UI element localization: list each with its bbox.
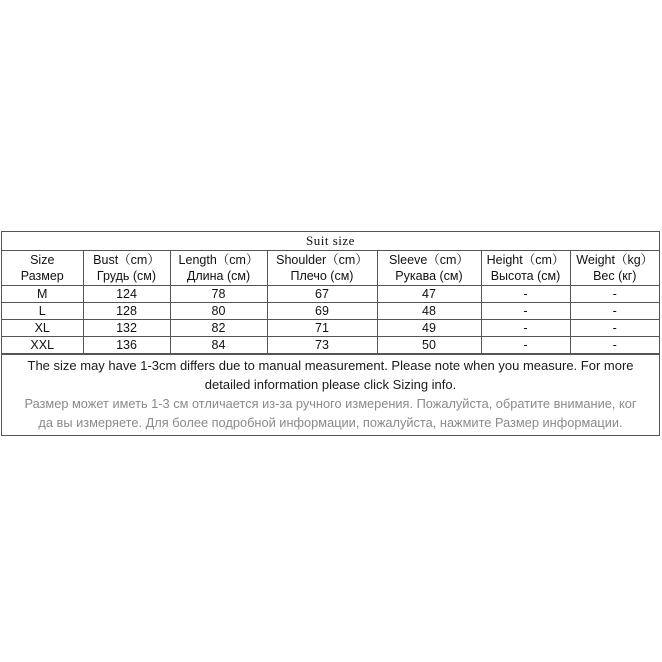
header-height-ru: Высота (см)	[490, 269, 561, 283]
cell-length: 82	[170, 320, 267, 337]
header-length	[170, 251, 267, 286]
cell-weight: -	[570, 286, 659, 303]
header-sleeve-ru: Рукава (см)	[395, 269, 463, 283]
size-chart	[1, 231, 660, 436]
header-height-en: Height（cm）	[486, 253, 565, 267]
cell-bust: 128	[83, 303, 170, 320]
cell-size: XXL	[2, 337, 83, 354]
table-row	[2, 286, 659, 303]
table-row	[2, 303, 659, 320]
cell-length: 80	[170, 303, 267, 320]
cell-weight: -	[570, 320, 659, 337]
cell-shoulder: 71	[267, 320, 377, 337]
header-sleeve	[377, 251, 481, 286]
header-shoulder-ru: Плечо (см)	[290, 269, 354, 283]
header-bust-en: Bust（cm）	[93, 253, 160, 267]
header-row	[2, 251, 659, 286]
note-english: The size may have 1-3cm differs due to manual measurement. Please note when you measure. For more detailed information please click Sizing info.	[27, 358, 634, 392]
note-russian-line-2: да вы измеряете. Для более подробной информации, пожалуйста, нажмите Размер информации.	[38, 415, 623, 430]
header-shoulder-en: Shoulder（cm）	[276, 253, 368, 267]
cell-size: L	[2, 303, 83, 320]
cell-size: XL	[2, 320, 83, 337]
cell-bust: 136	[83, 337, 170, 354]
cell-shoulder: 69	[267, 303, 377, 320]
table-row	[2, 320, 659, 337]
header-weight	[570, 251, 659, 286]
cell-weight: -	[570, 337, 659, 354]
cell-sleeve: 50	[377, 337, 481, 354]
header-sleeve-en: Sleeve（cm）	[389, 253, 469, 267]
cell-bust: 132	[83, 320, 170, 337]
cell-height: -	[481, 337, 570, 354]
measurement-note	[2, 354, 659, 435]
cell-weight: -	[570, 303, 659, 320]
table-row	[2, 337, 659, 354]
size-table	[2, 251, 659, 354]
header-bust-ru: Грудь (см)	[96, 269, 157, 283]
header-height	[481, 251, 570, 286]
header-size-en: Size	[30, 253, 55, 267]
cell-sleeve: 48	[377, 303, 481, 320]
cell-size: M	[2, 286, 83, 303]
header-shoulder	[267, 251, 377, 286]
header-length-en: Length（cm）	[178, 253, 259, 267]
header-length-ru: Длина (см)	[186, 269, 251, 283]
header-size	[2, 251, 83, 286]
cell-length: 84	[170, 337, 267, 354]
cell-sleeve: 49	[377, 320, 481, 337]
header-weight-en: Weight（kg）	[576, 253, 654, 267]
header-weight-ru: Вес (кг)	[593, 269, 637, 283]
cell-sleeve: 47	[377, 286, 481, 303]
cell-shoulder: 67	[267, 286, 377, 303]
header-size-ru: Размер	[20, 269, 64, 283]
header-bust	[83, 251, 170, 286]
cell-height: -	[481, 320, 570, 337]
cell-shoulder: 73	[267, 337, 377, 354]
note-russian-line-1: Размер может иметь 1-3 см отличается из-за ручного измерения. Пожалуйста, обратите внимание, ког	[24, 396, 637, 411]
cell-height: -	[481, 303, 570, 320]
cell-bust: 124	[83, 286, 170, 303]
table-title: Suit size	[2, 232, 659, 251]
cell-length: 78	[170, 286, 267, 303]
cell-height: -	[481, 286, 570, 303]
